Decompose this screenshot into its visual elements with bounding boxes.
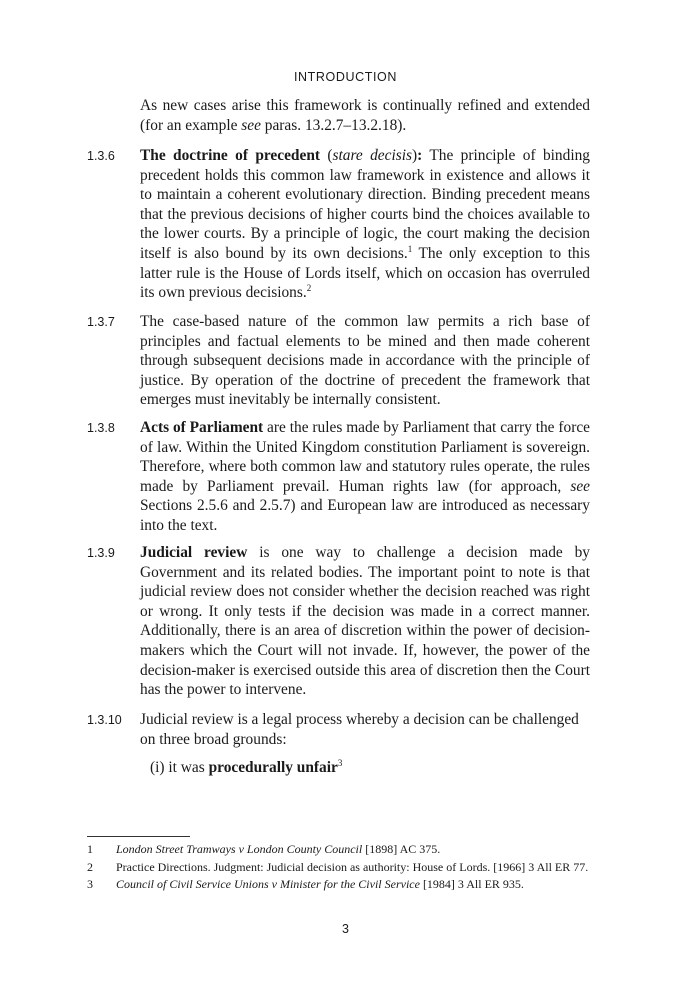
paragraph-1-3-7 — [87, 312, 590, 410]
list-marker: (i) — [150, 759, 165, 776]
paragraph-number: 1.3.7 — [87, 315, 115, 329]
footnote — [87, 877, 590, 892]
footnote-divider — [87, 836, 190, 837]
footnote-ref-3: 3 — [337, 758, 343, 768]
paragraph-text — [140, 146, 590, 303]
footnote-number: 1 — [87, 842, 93, 856]
paragraph-1-3-8 — [87, 418, 590, 536]
term-stare-decisis: stare decisis — [332, 147, 412, 164]
footnote-text — [116, 860, 590, 875]
paren-close: ) — [412, 147, 418, 164]
case-name: Council of Civil Service Unions v Minister for the Civil Service — [116, 877, 420, 891]
footnote-number: 2 — [87, 859, 93, 874]
list-item — [150, 758, 590, 778]
term-doctrine-of-precedent: The doctrine of precedent — [140, 147, 320, 164]
term-colon: : — [417, 147, 423, 164]
paragraph-1-3-9 — [87, 543, 590, 700]
paragraph-text: The case-based nature of the common law permits a rich base of principles and factual elements to be mined and then made coherent through subsequent decisions made in accordance with the principle of justice. By operation of the doctrine of precedent the framework that emerges must inevitably be internally consistent. — [140, 313, 590, 409]
footnote — [87, 860, 590, 875]
citation: Practice Directions. Judgment: Judicial decision as authority: House of Lords. [1966] 3 All ER 77. — [116, 859, 589, 874]
paragraph-text — [140, 418, 590, 536]
paragraph-text-part-1: are the rules made by Parliament that carry the force of law. Within the United Kingdom constitution Parliament is sovereign. Therefore, where both common law and statutory rules operate, the rules made by Parliament prevail. Human rights law (for approach, — [140, 419, 590, 495]
intro-paragraph — [140, 96, 590, 135]
intro-text-1: As new cases arise this framework is continually refined and extended (for an example — [140, 97, 590, 134]
paragraph-number: 1.3.10 — [87, 713, 122, 727]
list-text: it was — [168, 759, 209, 776]
footnote-text — [116, 842, 590, 857]
paragraph-text-part-2: The only exception to this latter rule is the House of Lords itself, which on occasion has overruled its own previous decisions. — [140, 244, 590, 302]
citation: [1984] 3 All ER 935. — [419, 877, 524, 891]
paragraph-1-3-10 — [87, 710, 590, 749]
term-acts-of-parliament: Acts of Parliament — [140, 419, 264, 436]
footnotes — [87, 842, 590, 895]
footnote-number: 3 — [87, 877, 93, 891]
footnote — [87, 842, 590, 857]
case-name: London Street Tramways v London County Council — [116, 842, 363, 856]
intro-see: see — [241, 116, 261, 134]
paragraph-number: 1.3.6 — [87, 149, 115, 163]
footnote-text — [116, 877, 590, 892]
citation: [1898] AC 375. — [362, 842, 441, 856]
paragraph-text-body: is one way to challenge a decision made by Government and its related bodies. The important point to note is that judicial review does not consider whether the decision reached was right or wrong. It only tests if the decision was made in a correct manner. Additionally, there is an area of discretion within the power of decision-makers which the Court will not invade. If, however, the power of the decision-maker is exercised outside this area of discretion then the Court has the power to intervene. — [140, 544, 591, 699]
paragraph-text-part-2: Sections 2.5.6 and 2.5.7) and European law are introduced as necessary into the text. — [140, 497, 590, 534]
footnote-ref-2: 2 — [306, 283, 312, 294]
see-italic: see — [570, 477, 590, 495]
intro-text-2: paras. 13.2.7–13.2.18). — [260, 116, 407, 134]
paren-open: ( — [320, 147, 333, 164]
paragraph-text-part-1: The principle of binding precedent holds this common law framework in existence and allows it to maintain a coherent evolutionary direction. Binding precedent means that the previous decisions of higher courts bind the choices available to the lower courts. By a principle of logic, the court making the decision itself is also bound by its own decisions. — [140, 147, 590, 262]
paragraph-1-3-6 — [87, 146, 590, 303]
footnote-ref-1: 1 — [407, 243, 413, 254]
paragraph-text — [140, 543, 590, 700]
paragraph-text: Judicial review is a legal process whereby a decision can be challenged on three broad grounds: — [140, 711, 579, 748]
term-judicial-review: Judicial review — [140, 544, 248, 561]
term-procedurally-unfair: procedurally unfair — [208, 759, 338, 776]
paragraph-number: 1.3.9 — [87, 546, 115, 560]
running-head: INTRODUCTION — [293, 70, 398, 84]
paragraph-number: 1.3.8 — [87, 421, 115, 435]
page-number: 3 — [342, 922, 349, 936]
